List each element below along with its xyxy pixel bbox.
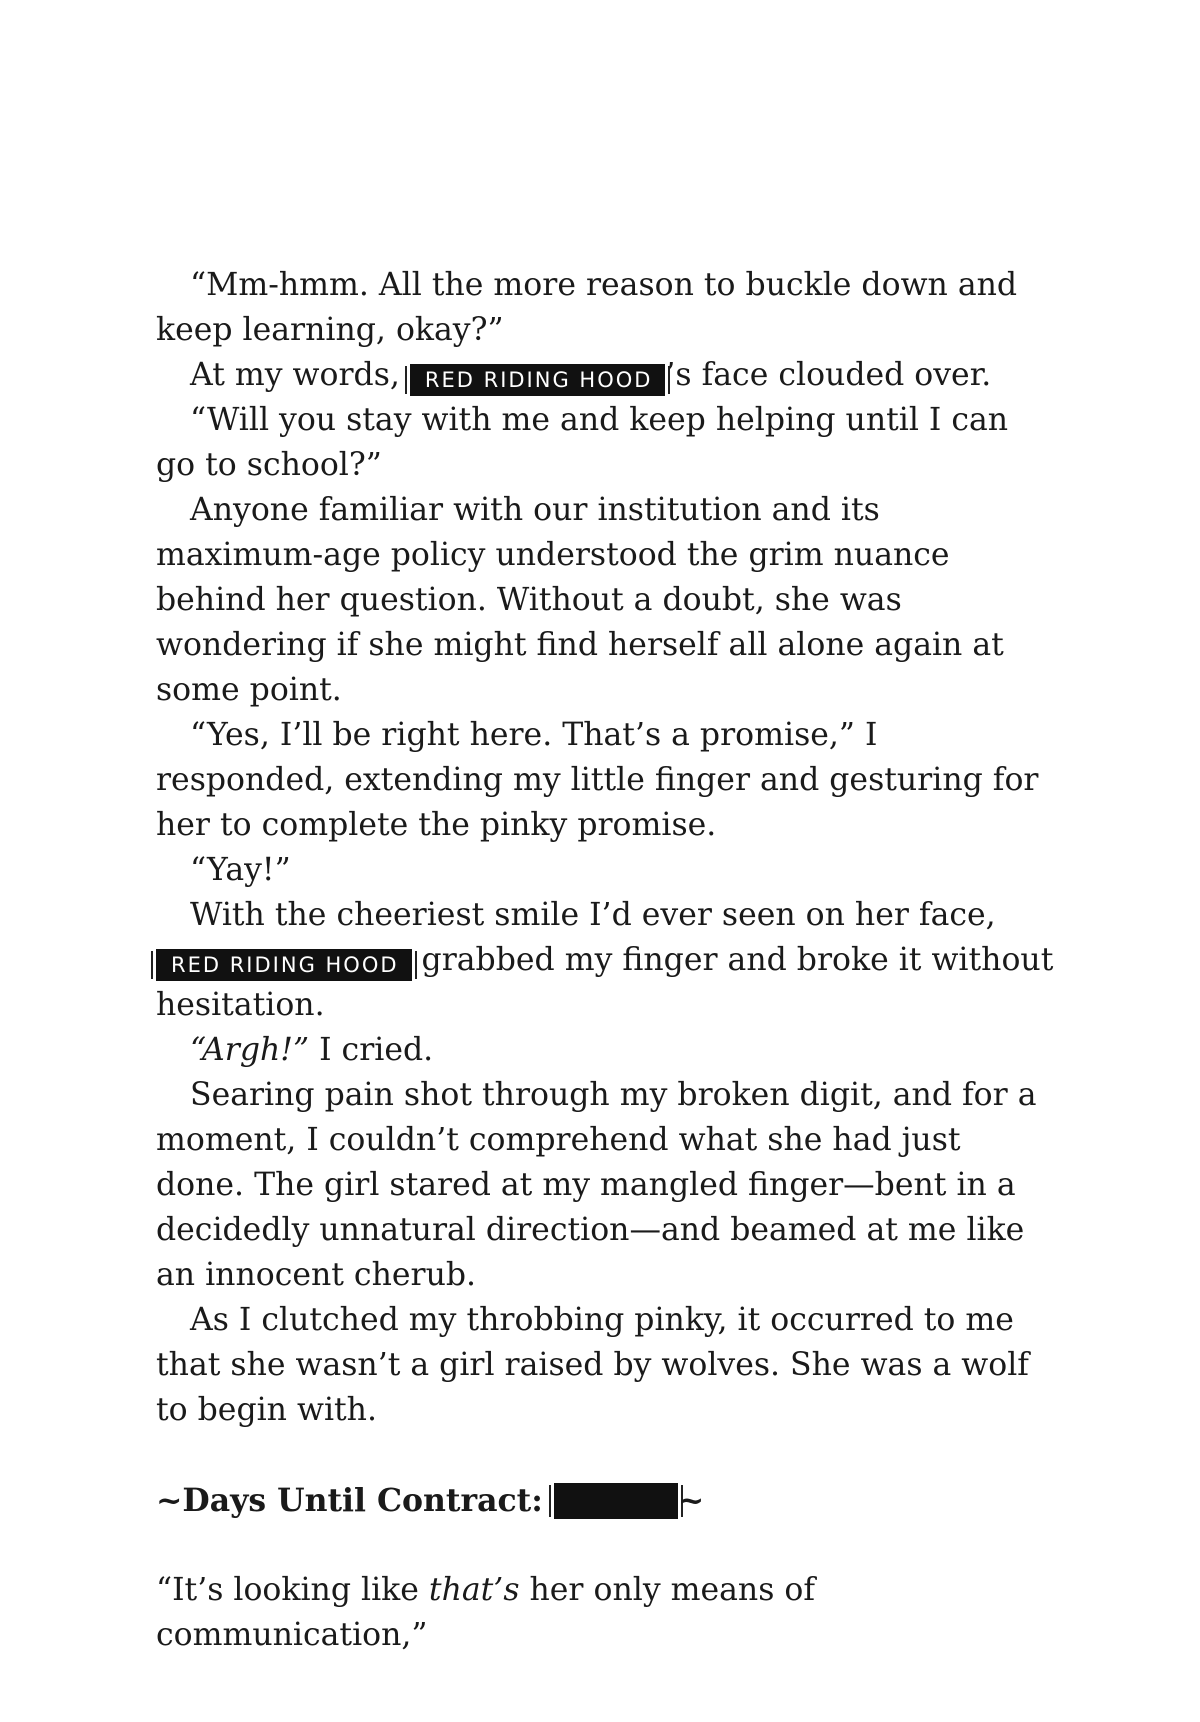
paragraph-3: “Will you stay with me and keep helping until I can go to school?” xyxy=(156,402,1009,483)
paragraph-8-after: I cried. xyxy=(309,1032,434,1068)
section-heading-suffix: ~ xyxy=(677,1482,705,1519)
cry-italic: “Argh!” xyxy=(190,1032,310,1068)
closing-before: “It’s looking like xyxy=(156,1572,429,1608)
section-heading xyxy=(156,1478,1056,1523)
paragraph-6: “Yay!” xyxy=(190,852,291,888)
paragraph-2 xyxy=(156,353,1056,398)
closing-italic: that’s xyxy=(428,1572,520,1608)
paragraph-7 xyxy=(156,893,1056,1028)
paragraph-8 xyxy=(156,1028,1056,1073)
paragraph-1: “Mm-hmm. All the more reason to buckle down and keep learning, okay?” xyxy=(156,267,1018,348)
section-heading-prefix: ~Days Until Contract: xyxy=(156,1482,554,1519)
paragraph-9: Searing pain shot through my broken digit, and for a moment, I couldn’t comprehend what she had just done. The girl stared at my mangled finger—bent in a decidedly unnatural direction—and beamed at me like an innocent cherub. xyxy=(156,1077,1037,1293)
paragraph-5: “Yes, I’ll be right here. That’s a promise,” I responded, extending my little finger and gesturing for her to complete the pinky promise. xyxy=(156,717,1039,843)
closing-paragraph xyxy=(156,1568,1056,1658)
redacted-name-label: RED RIDING HOOD xyxy=(156,949,412,981)
paragraph-4: Anyone familiar with our institution and its maximum-age policy understood the grim nuance behind her question. Without a doubt, she was wondering if she might find herself all alone again at some point. xyxy=(156,492,1004,708)
paragraph-7-after: grabbed my finger and broke it without hesitation. xyxy=(156,942,1054,1023)
redacted-name-label: RED RIDING HOOD xyxy=(410,364,666,396)
paragraph-10: As I clutched my throbbing pinky, it occurred to me that she wasn’t a girl raised by wolves. She was a wolf to begin with. xyxy=(156,1302,1029,1428)
paragraph-2-before: At my words, xyxy=(190,357,410,393)
body-text xyxy=(156,263,1056,1658)
paragraph-7-before: With the cheeriest smile I’d ever seen on her face, xyxy=(190,897,996,933)
paragraph-2-after: ’s face clouded over. xyxy=(665,357,992,393)
redacted-count-block xyxy=(554,1483,678,1519)
closing-after: her only means of communication,” xyxy=(156,1572,816,1653)
